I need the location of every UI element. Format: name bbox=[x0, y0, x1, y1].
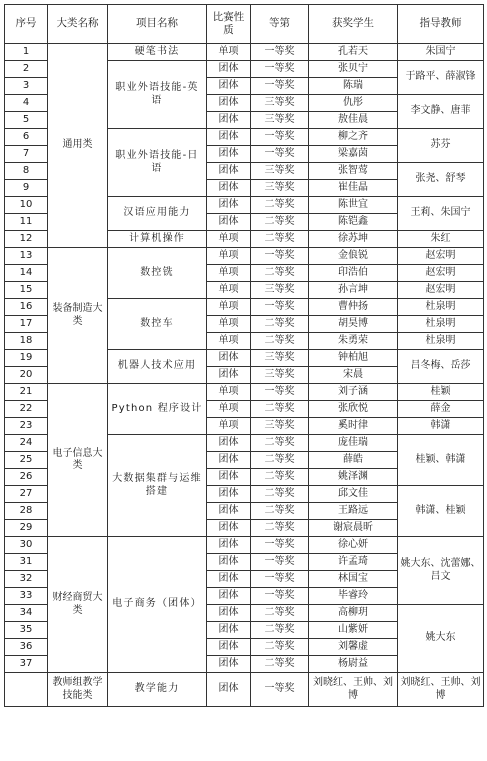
level-cell: 二等奖 bbox=[251, 197, 309, 214]
row-number: 4 bbox=[5, 95, 48, 112]
teacher-cell: 王莉、朱国宁 bbox=[398, 197, 484, 231]
row-number: 24 bbox=[5, 435, 48, 452]
student-cell: 林国宝 bbox=[309, 571, 398, 588]
type-cell: 团体 bbox=[207, 537, 251, 554]
header-row bbox=[5, 5, 484, 44]
row-number: 37 bbox=[5, 656, 48, 673]
table-row bbox=[5, 673, 484, 707]
project-cell: 大数据集群与运维搭建 bbox=[108, 435, 207, 537]
row-number: 35 bbox=[5, 622, 48, 639]
row-number: 16 bbox=[5, 299, 48, 316]
student-cell: 金俍锐 bbox=[309, 248, 398, 265]
header-teacher: 指导教师 bbox=[398, 5, 484, 44]
row-number: 12 bbox=[5, 231, 48, 248]
project-cell: 职业外语技能-日语 bbox=[108, 129, 207, 197]
type-cell: 团体 bbox=[207, 112, 251, 129]
category-cell: 教师组教学技能类 bbox=[48, 673, 108, 707]
level-cell: 二等奖 bbox=[251, 639, 309, 656]
student-cell: 仇彤 bbox=[309, 95, 398, 112]
type-cell: 团体 bbox=[207, 503, 251, 520]
level-cell: 一等奖 bbox=[251, 248, 309, 265]
level-cell: 二等奖 bbox=[251, 435, 309, 452]
teacher-cell: 薛金 bbox=[398, 401, 484, 418]
type-cell: 单项 bbox=[207, 248, 251, 265]
student-cell: 毕睿玲 bbox=[309, 588, 398, 605]
row-number: 8 bbox=[5, 163, 48, 180]
teacher-cell: 吕冬梅、岳莎 bbox=[398, 350, 484, 384]
level-cell: 一等奖 bbox=[251, 78, 309, 95]
student-cell: 印浩伯 bbox=[309, 265, 398, 282]
teacher-cell: 朱红 bbox=[398, 231, 484, 248]
type-cell: 团体 bbox=[207, 639, 251, 656]
teacher-cell: 韩潇、桂颖 bbox=[398, 486, 484, 537]
header-project: 项目名称 bbox=[108, 5, 207, 44]
student-cell: 姚泽渊 bbox=[309, 469, 398, 486]
level-cell: 一等奖 bbox=[251, 44, 309, 61]
type-cell: 团体 bbox=[207, 605, 251, 622]
project-cell: Python 程序设计 bbox=[108, 384, 207, 435]
teacher-cell: 韩潇 bbox=[398, 418, 484, 435]
type-cell: 团体 bbox=[207, 622, 251, 639]
level-cell: 二等奖 bbox=[251, 265, 309, 282]
type-cell: 团体 bbox=[207, 163, 251, 180]
level-cell: 三等奖 bbox=[251, 367, 309, 384]
type-cell: 团体 bbox=[207, 656, 251, 673]
student-cell: 薛皓 bbox=[309, 452, 398, 469]
row-number: 30 bbox=[5, 537, 48, 554]
row-number: 2 bbox=[5, 61, 48, 78]
type-cell: 单项 bbox=[207, 282, 251, 299]
row-number: 15 bbox=[5, 282, 48, 299]
type-cell: 团体 bbox=[207, 78, 251, 95]
student-cell: 山紫妍 bbox=[309, 622, 398, 639]
level-cell: 一等奖 bbox=[251, 571, 309, 588]
project-cell: 教学能力 bbox=[108, 673, 207, 707]
student-cell: 奚时律 bbox=[309, 418, 398, 435]
level-cell: 三等奖 bbox=[251, 95, 309, 112]
student-cell: 曹仲扬 bbox=[309, 299, 398, 316]
row-number: 25 bbox=[5, 452, 48, 469]
type-cell: 单项 bbox=[207, 265, 251, 282]
row-number: 11 bbox=[5, 214, 48, 231]
type-cell: 单项 bbox=[207, 384, 251, 401]
student-cell: 张智莺 bbox=[309, 163, 398, 180]
student-cell: 梁嘉茵 bbox=[309, 146, 398, 163]
level-cell: 二等奖 bbox=[251, 656, 309, 673]
row-number: 20 bbox=[5, 367, 48, 384]
row-number: 33 bbox=[5, 588, 48, 605]
type-cell: 单项 bbox=[207, 44, 251, 61]
student-cell: 刘晓红、王帅、刘博 bbox=[309, 673, 398, 707]
student-cell: 庞佳瑞 bbox=[309, 435, 398, 452]
level-cell: 二等奖 bbox=[251, 316, 309, 333]
type-cell: 单项 bbox=[207, 299, 251, 316]
student-cell: 徐心妍 bbox=[309, 537, 398, 554]
teacher-cell: 于路平、薛淑锋 bbox=[398, 61, 484, 95]
row-number: 6 bbox=[5, 129, 48, 146]
student-cell: 杨尉益 bbox=[309, 656, 398, 673]
type-cell: 单项 bbox=[207, 316, 251, 333]
level-cell: 一等奖 bbox=[251, 299, 309, 316]
type-cell: 团体 bbox=[207, 180, 251, 197]
row-number: 22 bbox=[5, 401, 48, 418]
type-cell: 单项 bbox=[207, 418, 251, 435]
student-cell: 许孟琦 bbox=[309, 554, 398, 571]
student-cell: 张欣悦 bbox=[309, 401, 398, 418]
project-cell: 汉语应用能力 bbox=[108, 197, 207, 231]
category-cell: 财经商贸大类 bbox=[48, 537, 108, 673]
header-level: 等第 bbox=[251, 5, 309, 44]
teacher-cell: 赵宏明 bbox=[398, 282, 484, 299]
level-cell: 一等奖 bbox=[251, 588, 309, 605]
student-cell: 高柳玥 bbox=[309, 605, 398, 622]
category-cell: 通用类 bbox=[48, 44, 108, 248]
project-cell: 数控车 bbox=[108, 299, 207, 350]
type-cell: 团体 bbox=[207, 520, 251, 537]
student-cell: 谢宸晨昕 bbox=[309, 520, 398, 537]
level-cell: 二等奖 bbox=[251, 214, 309, 231]
table-row bbox=[5, 248, 484, 265]
student-cell: 邱文佳 bbox=[309, 486, 398, 503]
header-type: 比赛性质 bbox=[207, 5, 251, 44]
teacher-cell: 杜泉明 bbox=[398, 299, 484, 316]
student-cell: 陈世宜 bbox=[309, 197, 398, 214]
row-number: 13 bbox=[5, 248, 48, 265]
level-cell: 二等奖 bbox=[251, 401, 309, 418]
table-row bbox=[5, 384, 484, 401]
type-cell: 团体 bbox=[207, 95, 251, 112]
type-cell: 团体 bbox=[207, 673, 251, 707]
level-cell: 二等奖 bbox=[251, 333, 309, 350]
project-cell: 职业外语技能-英语 bbox=[108, 61, 207, 129]
teacher-cell: 姚大东 bbox=[398, 605, 484, 673]
student-cell: 崔佳晶 bbox=[309, 180, 398, 197]
student-cell: 刘馨虚 bbox=[309, 639, 398, 656]
table-row bbox=[5, 44, 484, 61]
row-number: 34 bbox=[5, 605, 48, 622]
level-cell: 二等奖 bbox=[251, 520, 309, 537]
teacher-cell: 杜泉明 bbox=[398, 316, 484, 333]
header-category: 大类名称 bbox=[48, 5, 108, 44]
row-number: 5 bbox=[5, 112, 48, 129]
level-cell: 一等奖 bbox=[251, 537, 309, 554]
row-number: 18 bbox=[5, 333, 48, 350]
teacher-cell: 姚大东、沈蕾娜、吕文 bbox=[398, 537, 484, 605]
type-cell: 团体 bbox=[207, 197, 251, 214]
type-cell: 团体 bbox=[207, 588, 251, 605]
level-cell: 一等奖 bbox=[251, 554, 309, 571]
row-number: 9 bbox=[5, 180, 48, 197]
teacher-cell: 张尧、舒琴 bbox=[398, 163, 484, 197]
teacher-cell: 朱国宁 bbox=[398, 44, 484, 61]
student-cell: 张贝宁 bbox=[309, 61, 398, 78]
type-cell: 团体 bbox=[207, 435, 251, 452]
level-cell: 二等奖 bbox=[251, 605, 309, 622]
row-number: 3 bbox=[5, 78, 48, 95]
teacher-cell: 赵宏明 bbox=[398, 248, 484, 265]
student-cell: 柳之齐 bbox=[309, 129, 398, 146]
category-cell: 装备制造大类 bbox=[48, 248, 108, 384]
type-cell: 单项 bbox=[207, 231, 251, 248]
student-cell: 胡昊博 bbox=[309, 316, 398, 333]
teacher-cell: 苏芬 bbox=[398, 129, 484, 163]
student-cell: 宋晨 bbox=[309, 367, 398, 384]
project-cell: 硬笔书法 bbox=[108, 44, 207, 61]
row-number bbox=[5, 673, 48, 707]
type-cell: 团体 bbox=[207, 469, 251, 486]
level-cell: 三等奖 bbox=[251, 112, 309, 129]
teacher-cell: 刘晓红、王帅、刘博 bbox=[398, 673, 484, 707]
teacher-cell: 桂颖、韩潇 bbox=[398, 435, 484, 486]
level-cell: 二等奖 bbox=[251, 486, 309, 503]
level-cell: 三等奖 bbox=[251, 418, 309, 435]
student-cell: 孔若天 bbox=[309, 44, 398, 61]
level-cell: 二等奖 bbox=[251, 622, 309, 639]
level-cell: 三等奖 bbox=[251, 180, 309, 197]
row-number: 10 bbox=[5, 197, 48, 214]
level-cell: 一等奖 bbox=[251, 129, 309, 146]
project-cell: 数控铣 bbox=[108, 248, 207, 299]
type-cell: 团体 bbox=[207, 486, 251, 503]
teacher-cell: 杜泉明 bbox=[398, 333, 484, 350]
level-cell: 二等奖 bbox=[251, 452, 309, 469]
student-cell: 敖佳晨 bbox=[309, 112, 398, 129]
type-cell: 团体 bbox=[207, 214, 251, 231]
level-cell: 一等奖 bbox=[251, 673, 309, 707]
category-cell: 电子信息大类 bbox=[48, 384, 108, 537]
type-cell: 团体 bbox=[207, 367, 251, 384]
level-cell: 三等奖 bbox=[251, 163, 309, 180]
type-cell: 团体 bbox=[207, 61, 251, 78]
row-number: 32 bbox=[5, 571, 48, 588]
level-cell: 二等奖 bbox=[251, 469, 309, 486]
type-cell: 团体 bbox=[207, 554, 251, 571]
row-number: 1 bbox=[5, 44, 48, 61]
type-cell: 单项 bbox=[207, 401, 251, 418]
awards-table bbox=[4, 4, 484, 707]
level-cell: 三等奖 bbox=[251, 350, 309, 367]
row-number: 23 bbox=[5, 418, 48, 435]
type-cell: 团体 bbox=[207, 129, 251, 146]
type-cell: 团体 bbox=[207, 571, 251, 588]
row-number: 29 bbox=[5, 520, 48, 537]
student-cell: 朱勇荣 bbox=[309, 333, 398, 350]
teacher-cell: 李文静、唐菲 bbox=[398, 95, 484, 129]
teacher-cell: 赵宏明 bbox=[398, 265, 484, 282]
row-number: 19 bbox=[5, 350, 48, 367]
teacher-cell: 桂颖 bbox=[398, 384, 484, 401]
level-cell: 三等奖 bbox=[251, 282, 309, 299]
level-cell: 一等奖 bbox=[251, 61, 309, 78]
row-number: 7 bbox=[5, 146, 48, 163]
row-number: 28 bbox=[5, 503, 48, 520]
project-cell: 计算机操作 bbox=[108, 231, 207, 248]
student-cell: 孙言坤 bbox=[309, 282, 398, 299]
row-number: 17 bbox=[5, 316, 48, 333]
level-cell: 一等奖 bbox=[251, 384, 309, 401]
student-cell: 刘子涵 bbox=[309, 384, 398, 401]
student-cell: 陈瑞 bbox=[309, 78, 398, 95]
row-number: 14 bbox=[5, 265, 48, 282]
level-cell: 二等奖 bbox=[251, 231, 309, 248]
student-cell: 徐苏坤 bbox=[309, 231, 398, 248]
type-cell: 单项 bbox=[207, 333, 251, 350]
student-cell: 陈铠鑫 bbox=[309, 214, 398, 231]
student-cell: 王路远 bbox=[309, 503, 398, 520]
level-cell: 一等奖 bbox=[251, 146, 309, 163]
type-cell: 团体 bbox=[207, 452, 251, 469]
header-index: 序号 bbox=[5, 5, 48, 44]
type-cell: 团体 bbox=[207, 146, 251, 163]
header-student: 获奖学生 bbox=[309, 5, 398, 44]
project-cell: 机器人技术应用 bbox=[108, 350, 207, 384]
level-cell: 二等奖 bbox=[251, 503, 309, 520]
type-cell: 团体 bbox=[207, 350, 251, 367]
row-number: 36 bbox=[5, 639, 48, 656]
row-number: 26 bbox=[5, 469, 48, 486]
table-row bbox=[5, 537, 484, 554]
row-number: 27 bbox=[5, 486, 48, 503]
project-cell: 电子商务（团体） bbox=[108, 537, 207, 673]
row-number: 21 bbox=[5, 384, 48, 401]
student-cell: 钟柏旭 bbox=[309, 350, 398, 367]
row-number: 31 bbox=[5, 554, 48, 571]
